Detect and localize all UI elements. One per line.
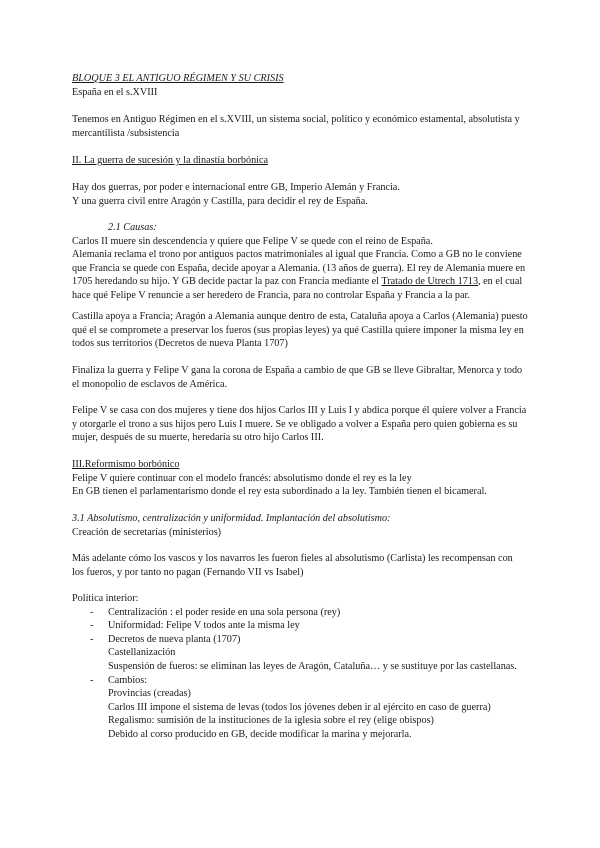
section-3-1-heading: 3.1 Absolutismo, centralización y uniformidad. Implantación del absolutismo: [72, 513, 391, 524]
list-item [72, 660, 532, 674]
text-line: Hay dos guerras, por poder e internacional entre GB, Imperio Alemán y Francia. [72, 182, 400, 193]
list-dash: - [90, 606, 94, 618]
section-2-paragraph-4 [72, 364, 532, 391]
text-line: Felipe V quiere continuar con el modelo francés: absolutismo donde el rey es la ley [72, 472, 412, 484]
list-item [72, 606, 532, 620]
list-item [72, 633, 532, 647]
list-item-text: Debido al corso producido en GB, decide modificar la marina y mejorarla. [108, 728, 412, 740]
list-item [72, 728, 532, 742]
text-line: qué el se compromete a preservar los fueros (sus propias leyes) ya qué Castilla quiere imponer la misma ley en [72, 324, 524, 336]
politica-interior [72, 592, 532, 742]
causas-heading: 2.1 Causas: [108, 222, 157, 233]
tratado-utrech-link: Tratado de Utrech 1713 [381, 276, 479, 288]
document-subtitle: España en el s.XVIII [72, 86, 158, 98]
list-item-text: Cambios: [108, 674, 148, 686]
section-3-heading: III.Reformismo borbónico [72, 459, 180, 470]
list-item-text: Provincias (creadas) [108, 688, 191, 700]
list-dash: - [90, 674, 94, 686]
list-item-text: Carlos III impone el sistema de levas (todos los jóvenes deben ir al ejército en caso de guerra) [108, 701, 491, 713]
list-item [72, 687, 532, 701]
text-line: Finaliza la guerra y Felipe V gana la corona de España a cambio de que GB se lleve Gibraltar, Menorca y todo [72, 365, 523, 376]
section-2-paragraph-3 [72, 310, 532, 351]
list-item-text: Decretos de nueva planta (1707) [108, 633, 241, 645]
list-item [72, 674, 532, 688]
section-2-paragraph-5 [72, 404, 532, 445]
list-item-text: Suspensión de fueros: se eliminan las leyes de Aragón, Cataluña… y se sustituye por las castellanas. [108, 660, 517, 672]
document-title: BLOQUE 3 EL ANTIGUO RÉGIMEN Y SU CRISIS [72, 73, 284, 84]
section-2 [72, 154, 532, 168]
section-3-1 [72, 512, 532, 539]
list-dash: - [90, 620, 94, 632]
list-item [72, 714, 532, 728]
text-line: y otorgarle el trono a sus hijos pero Luis I muere. Se ve obligado a volver a España pero quien gobierna es su [72, 418, 518, 430]
text-segment: , en el cual [478, 276, 523, 288]
section-3-paragraph-2 [72, 552, 532, 579]
text-line: Castilla apoya a Francia; Aragón a Alemania aunque dentro de esta, Cataluña apoya a Carlos (Alemania) puesto [72, 311, 528, 322]
text-line: hace qué Felipe V renuncie a ser heredero de Francia, para no controlar España y Francia a la par. [72, 289, 470, 301]
intro-paragraph [72, 113, 532, 140]
list-item-text: Uniformidad: Felipe V todos ante la misma ley [108, 620, 300, 632]
text-line: Y una guerra civil entre Aragón y Castilla, para decidir el rey de España. [72, 195, 368, 207]
list-item-text: Castellanización [108, 647, 176, 659]
text-line: todos sus territorios (Decretos de nueva Planta 1707) [72, 338, 288, 350]
text-line: Carlos II muere sin descendencia y quiere que Felipe V se quede con el reino de España. [72, 235, 433, 247]
list-item-text: Regalismo: sumisión de la instituciones de la iglesia sobre el rey (elige obispos) [108, 715, 434, 727]
text-line: Más adelante cómo los vascos y los navarros les fueron fieles al absolutismo (Carlista) les recompensan con [72, 553, 513, 564]
document-header [72, 72, 532, 99]
section-2-paragraph-1 [72, 181, 532, 208]
politica-list [72, 606, 532, 742]
text-line [72, 275, 532, 289]
text-line: Creación de secretarías (ministerios) [72, 526, 222, 538]
text-line: los fueros, y por tanto no pagan (Fernando VII vs Isabel) [72, 566, 304, 578]
text-line: mujer, después de su muerte, heredaría su otro hijo Carlos III. [72, 432, 324, 444]
list-item [72, 701, 532, 715]
text-line: Felipe V se casa con dos mujeres y tiene dos hijos Carlos III y Luis I y abdica porque él quiere volver a Francia [72, 405, 527, 416]
text-line: que Francia se quede con España, decide apoyar a Alemania. (13 años de guerra). El rey de Alemania muere en [72, 262, 526, 274]
section-2-heading: II. La guerra de sucesión y la dinastía borbónica [72, 155, 269, 166]
section-3 [72, 458, 532, 499]
text-segment: 1705 heredando su hijo. Y GB decide pactar la paz con Francia mediante el [72, 276, 382, 288]
text-line: Alemania reclama el trono por antiguos pactos matrimoniales al igual que Francia. Como a GB no le conviene [72, 249, 522, 261]
text-line: el monopolio de esclavos de América. [72, 378, 228, 390]
list-item-text: Centralización : el poder reside en una sola persona (rey) [108, 606, 341, 618]
list-dash: - [90, 633, 94, 645]
section-2-causas [72, 221, 532, 303]
list-item [72, 646, 532, 660]
politica-heading: Política interior: [72, 593, 139, 604]
intro-text: Tenemos en Antiguo Régimen en el s.XVIII, un sistema social, político y económico estamental, absolutista y mercantilista /subsistencia [72, 114, 520, 139]
list-item [72, 619, 532, 633]
text-line: En GB tienen el parlamentarismo donde el rey esta subordinado a la ley. También tienen el bicameral. [72, 486, 487, 498]
